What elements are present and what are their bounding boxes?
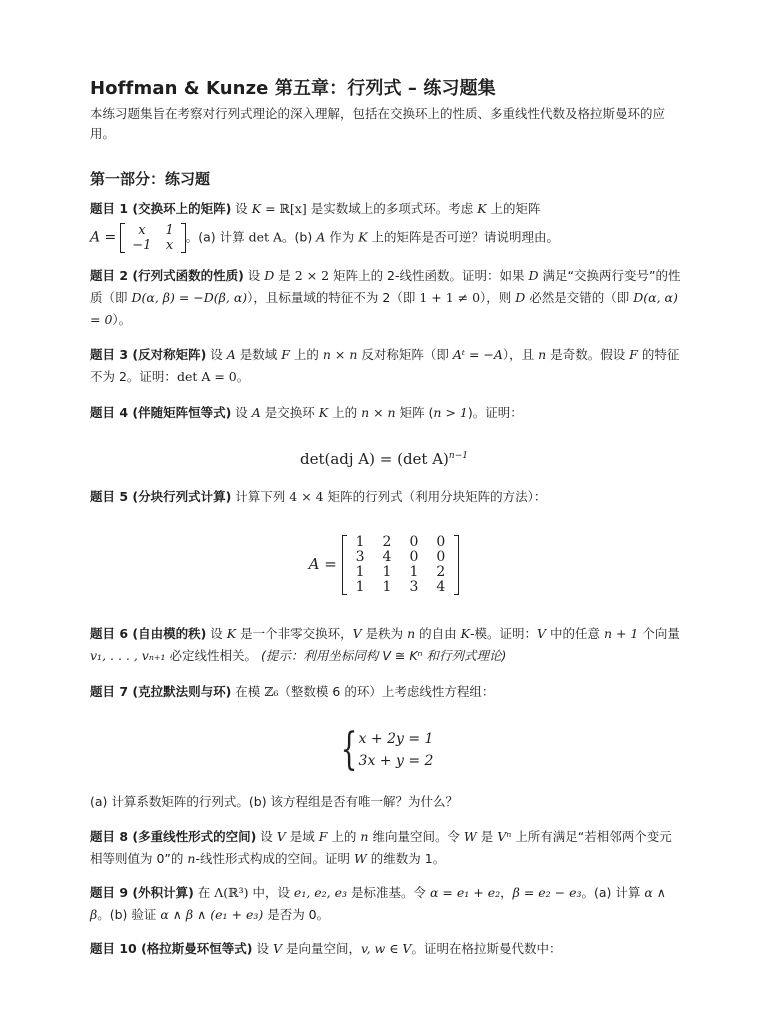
- matrix: 1 2 0 0 3 4 0 0 1 1 1 2 1 1 3 4: [342, 535, 460, 595]
- hint-text: (提示：利用坐标同构 V ≅ Kⁿ 和行列式理论): [261, 648, 507, 663]
- problem-7-questions: (a) 计算系数矩阵的行列式。(b) 该方程组是否有唯一解？为什么？: [90, 794, 459, 809]
- problem-8: 题目 8 (多重线性形式的空间) 设 V 是域 F 上的 n 维向量空间。令 W 是 Vⁿ 上所有满足“若相邻两个变元相等则值为 0”的 n-线性形式构成的空间。证明 W 的维数为 1。: [90, 829, 672, 866]
- problem-7: 题目 7 (克拉默法则与环) 在模 ℤ₆（整数模 6 的环）上考虑线性方程组：: [90, 684, 495, 699]
- problem-5: 题目 5 (分块行列式计算) 计算下列 4 × 4 矩阵的行列式（利用分块矩阵的方法）：: [90, 489, 547, 504]
- problem-label: 题目 6 (自由模的秩): [90, 626, 207, 641]
- problem-label: 题目 9 (外积计算): [90, 885, 194, 900]
- problem-1: 题目 1 (交换环上的矩阵) 设 K = ℝ[x] 是实数域上的多项式环。考虑 K 上的矩阵 A = x 1 −1 x 。(a) 计算 det A。(b) A 作为 K 上的矩阵是否可逆？请说明理由。: [90, 198, 682, 253]
- problem-2: 题目 2 (行列式函数的性质) 设 D 是 2 × 2 矩阵上的 2-线性函数。证明：如果 D 满足“交换两行变号”的性质（即 D(α, β) = −D(β, α)），且标量域的特征不为 2（即 1 + 1 ≠ 0），则 D 必然是交错的（即 D(α, α) = 0）。: [90, 268, 681, 327]
- display-equation-adj: det(adj A) = (det A)$^{n-1}$: [299, 450, 468, 468]
- matrix: x 1 −1 x: [120, 223, 185, 253]
- problem-label: 题目 5 (分块行列式计算): [90, 489, 232, 504]
- problem-label: 题目 4 (伴随矩阵恒等式): [90, 405, 232, 420]
- problem-3: 题目 3 (反对称矩阵) 设 A 是数域 F 上的 n × n 反对称矩阵（即 Aᵗ = −A），且 n 是奇数。假设 F 的特征不为 2。证明：det A = 0。: [90, 347, 680, 384]
- equation-2: 3x + y = 2: [358, 753, 434, 769]
- problem-label: 题目 10 (格拉斯曼环恒等式): [90, 941, 253, 956]
- brace: {: [340, 724, 357, 775]
- problem-label: 题目 7 (克拉默法则与环): [90, 684, 232, 699]
- equation-system: [0, 724, 768, 775]
- equation-1: x + 2y = 1: [358, 731, 434, 747]
- problem-6: 题目 6 (自由模的秩) 设 K 是一个非零交换环，V 是秩为 n 的自由 K-模。证明：V 中的任意 n + 1 个向量 v₁, . . . , vₙ₊₁ 必定线性相关。 (提示：利用坐标同构 V ≅ Kⁿ 和行列式理论): [90, 626, 680, 663]
- intro-paragraph: 本练习题集旨在考察对行列式理论的深入理解，包括在交换环上的性质、多重线性代数及格拉斯曼环的应用。: [90, 106, 666, 141]
- problem-label: 题目 2 (行列式函数的性质): [90, 268, 244, 283]
- problem-1-matrix-line: A = x 1 −1 x 。(a) 计算 det A。(b) A 作为 K 上的矩阵是否可逆？请说明理由。: [90, 223, 560, 253]
- problem-4: 题目 4 (伴随矩阵恒等式) 设 A 是交换环 K 上的 n × n 矩阵 (n > 1)。证明：: [90, 405, 523, 420]
- problem-label: 题目 1 (交换环上的矩阵): [90, 201, 232, 216]
- section-heading: 第一部分：练习题: [90, 170, 211, 188]
- display-matrix-4x4: A = 1 2 0 0 3 4 0 0 1 1 1 2 1 1 3 4: [0, 535, 768, 595]
- document-title: Hoffman & Kunze 第五章：行列式 – 练习题集: [90, 78, 496, 99]
- problem-9: 题目 9 (外积计算) 在 Λ(ℝ³) 中，设 e₁, e₂, e₃ 是标准基。令 α = e₁ + e₂，β = e₂ − e₃。(a) 计算 α ∧ β。(b) 验证 α ∧ β ∧ (e₁ + e₃) 是否为 0。: [90, 885, 666, 922]
- problem-label: 题目 3 (反对称矩阵): [90, 347, 207, 362]
- problem-10: 题目 10 (格拉斯曼环恒等式) 设 V 是向量空间，v, w ∈ V。证明在格拉斯曼代数中：: [90, 941, 562, 956]
- problem-label: 题目 8 (多重线性形式的空间): [90, 829, 257, 844]
